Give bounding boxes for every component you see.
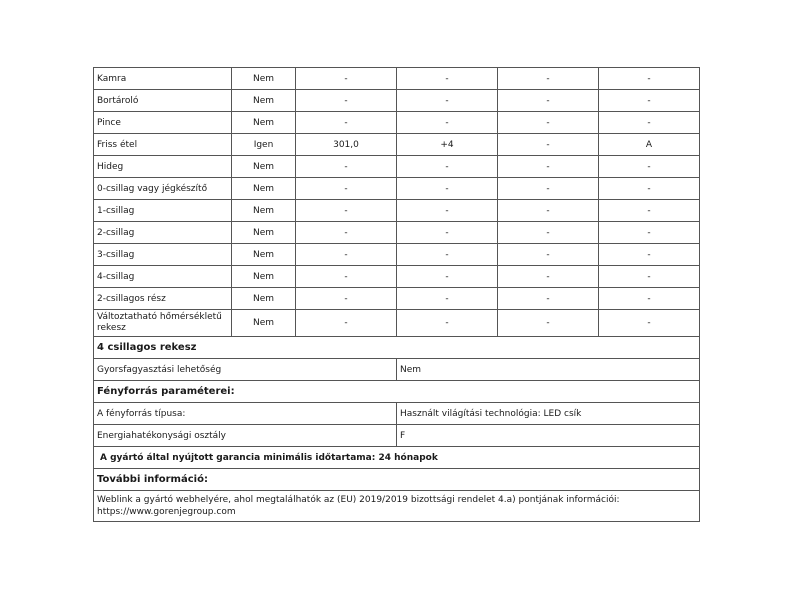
- compartment-present: Nem: [232, 310, 296, 337]
- compartment-name: 4-csillag: [94, 266, 232, 288]
- compartment-value-3: -: [498, 244, 599, 266]
- warranty-row: [94, 447, 700, 469]
- compartment-value-3: -: [498, 90, 599, 112]
- compartment-name: Hideg: [94, 156, 232, 178]
- compartment-value-3: -: [498, 178, 599, 200]
- compartment-value-2: -: [397, 178, 498, 200]
- compartment-value-1: -: [296, 244, 397, 266]
- compartment-value-1: -: [296, 112, 397, 134]
- compartment-present: Nem: [232, 68, 296, 90]
- compartment-value-3: -: [498, 156, 599, 178]
- compartment-value-4: -: [599, 288, 700, 310]
- compartment-row: [94, 68, 700, 90]
- compartment-value-3: -: [498, 310, 599, 337]
- compartment-value-4: -: [599, 244, 700, 266]
- compartment-value-4: -: [599, 112, 700, 134]
- four-star-heading-row: [94, 337, 700, 359]
- compartment-value-2: -: [397, 90, 498, 112]
- fast-freeze-value: Nem: [397, 359, 700, 381]
- more-info-heading: További információ:: [94, 469, 700, 491]
- compartment-value-3: -: [498, 222, 599, 244]
- compartment-name: 0-csillag vagy jégkészítő: [94, 178, 232, 200]
- compartment-value-2: -: [397, 310, 498, 337]
- compartment-value-3: -: [498, 200, 599, 222]
- compartment-value-2: -: [397, 266, 498, 288]
- compartment-row: [94, 266, 700, 288]
- compartment-value-2: -: [397, 288, 498, 310]
- compartment-present: Nem: [232, 90, 296, 112]
- energy-info-table: [93, 67, 700, 522]
- compartment-value-4: -: [599, 156, 700, 178]
- compartment-present: Nem: [232, 200, 296, 222]
- compartment-row: [94, 310, 700, 337]
- compartment-value-2: -: [397, 156, 498, 178]
- light-class-row: [94, 425, 700, 447]
- compartment-name: 2-csillagos rész: [94, 288, 232, 310]
- compartment-row: [94, 222, 700, 244]
- compartment-value-2: -: [397, 200, 498, 222]
- compartment-name: Pince: [94, 112, 232, 134]
- compartment-value-2: -: [397, 68, 498, 90]
- more-info-heading-row: [94, 469, 700, 491]
- compartment-name: Kamra: [94, 68, 232, 90]
- compartment-row: [94, 244, 700, 266]
- compartment-present: Nem: [232, 266, 296, 288]
- compartment-present: Nem: [232, 244, 296, 266]
- compartment-value-4: -: [599, 310, 700, 337]
- compartment-value-3: -: [498, 266, 599, 288]
- compartment-row: [94, 112, 700, 134]
- light-type-label: A fényforrás típusa:: [94, 403, 397, 425]
- compartment-value-1: -: [296, 90, 397, 112]
- compartment-row: [94, 90, 700, 112]
- compartment-present: Nem: [232, 112, 296, 134]
- compartment-value-1: -: [296, 266, 397, 288]
- compartment-value-1: -: [296, 200, 397, 222]
- light-class-value: F: [397, 425, 700, 447]
- compartment-value-1: -: [296, 68, 397, 90]
- compartment-value-4: -: [599, 266, 700, 288]
- light-heading: Fényforrás paraméterei:: [94, 381, 700, 403]
- compartment-name: Bortároló: [94, 90, 232, 112]
- compartment-present: Nem: [232, 156, 296, 178]
- light-heading-row: [94, 381, 700, 403]
- compartment-value-3: -: [498, 288, 599, 310]
- compartment-present: Nem: [232, 288, 296, 310]
- compartment-value-4: -: [599, 68, 700, 90]
- compartment-present: Nem: [232, 222, 296, 244]
- compartment-value-1: 301,0: [296, 134, 397, 156]
- more-info-cell: [94, 491, 700, 522]
- compartment-value-2: -: [397, 112, 498, 134]
- warranty-text: A gyártó által nyújtott garancia minimális időtartama: 24 hónapok: [94, 447, 700, 469]
- compartment-row: [94, 134, 700, 156]
- compartment-value-1: -: [296, 288, 397, 310]
- compartment-value-4: -: [599, 200, 700, 222]
- compartment-value-4: -: [599, 222, 700, 244]
- compartment-value-4: A: [599, 134, 700, 156]
- fast-freeze-row: [94, 359, 700, 381]
- light-class-label: Energiahatékonysági osztály: [94, 425, 397, 447]
- compartment-value-1: -: [296, 222, 397, 244]
- compartment-value-4: -: [599, 90, 700, 112]
- light-type-row: [94, 403, 700, 425]
- compartment-value-3: -: [498, 134, 599, 156]
- compartment-value-4: -: [599, 178, 700, 200]
- compartment-name: Változtatható hőmérsékletű rekesz: [94, 310, 232, 337]
- four-star-heading: 4 csillagos rekesz: [94, 337, 700, 359]
- compartment-value-2: -: [397, 244, 498, 266]
- compartment-value-1: -: [296, 178, 397, 200]
- compartment-row: [94, 288, 700, 310]
- compartment-present: Nem: [232, 178, 296, 200]
- light-type-value: Használt világítási technológia: LED csík: [397, 403, 700, 425]
- compartment-row: [94, 178, 700, 200]
- compartment-name: Friss étel: [94, 134, 232, 156]
- compartment-row: [94, 156, 700, 178]
- compartment-name: 3-csillag: [94, 244, 232, 266]
- compartment-rows: [94, 68, 700, 337]
- fast-freeze-label: Gyorsfagyasztási lehetőség: [94, 359, 397, 381]
- compartment-value-1: -: [296, 310, 397, 337]
- compartment-name: 1-csillag: [94, 200, 232, 222]
- compartment-present: Igen: [232, 134, 296, 156]
- compartment-value-1: -: [296, 156, 397, 178]
- compartment-value-3: -: [498, 112, 599, 134]
- compartment-value-3: -: [498, 68, 599, 90]
- manufacturer-link[interactable]: https://www.gorenjegroup.com: [97, 507, 236, 517]
- compartment-row: [94, 200, 700, 222]
- compartment-value-2: +4: [397, 134, 498, 156]
- compartment-value-2: -: [397, 222, 498, 244]
- more-info-text: Weblink a gyártó webhelyére, ahol megtalálhatók az (EU) 2019/2019 bizottsági rendelet 4.a) pontjának információi:: [97, 495, 620, 505]
- more-info-row: [94, 491, 700, 522]
- compartment-name: 2-csillag: [94, 222, 232, 244]
